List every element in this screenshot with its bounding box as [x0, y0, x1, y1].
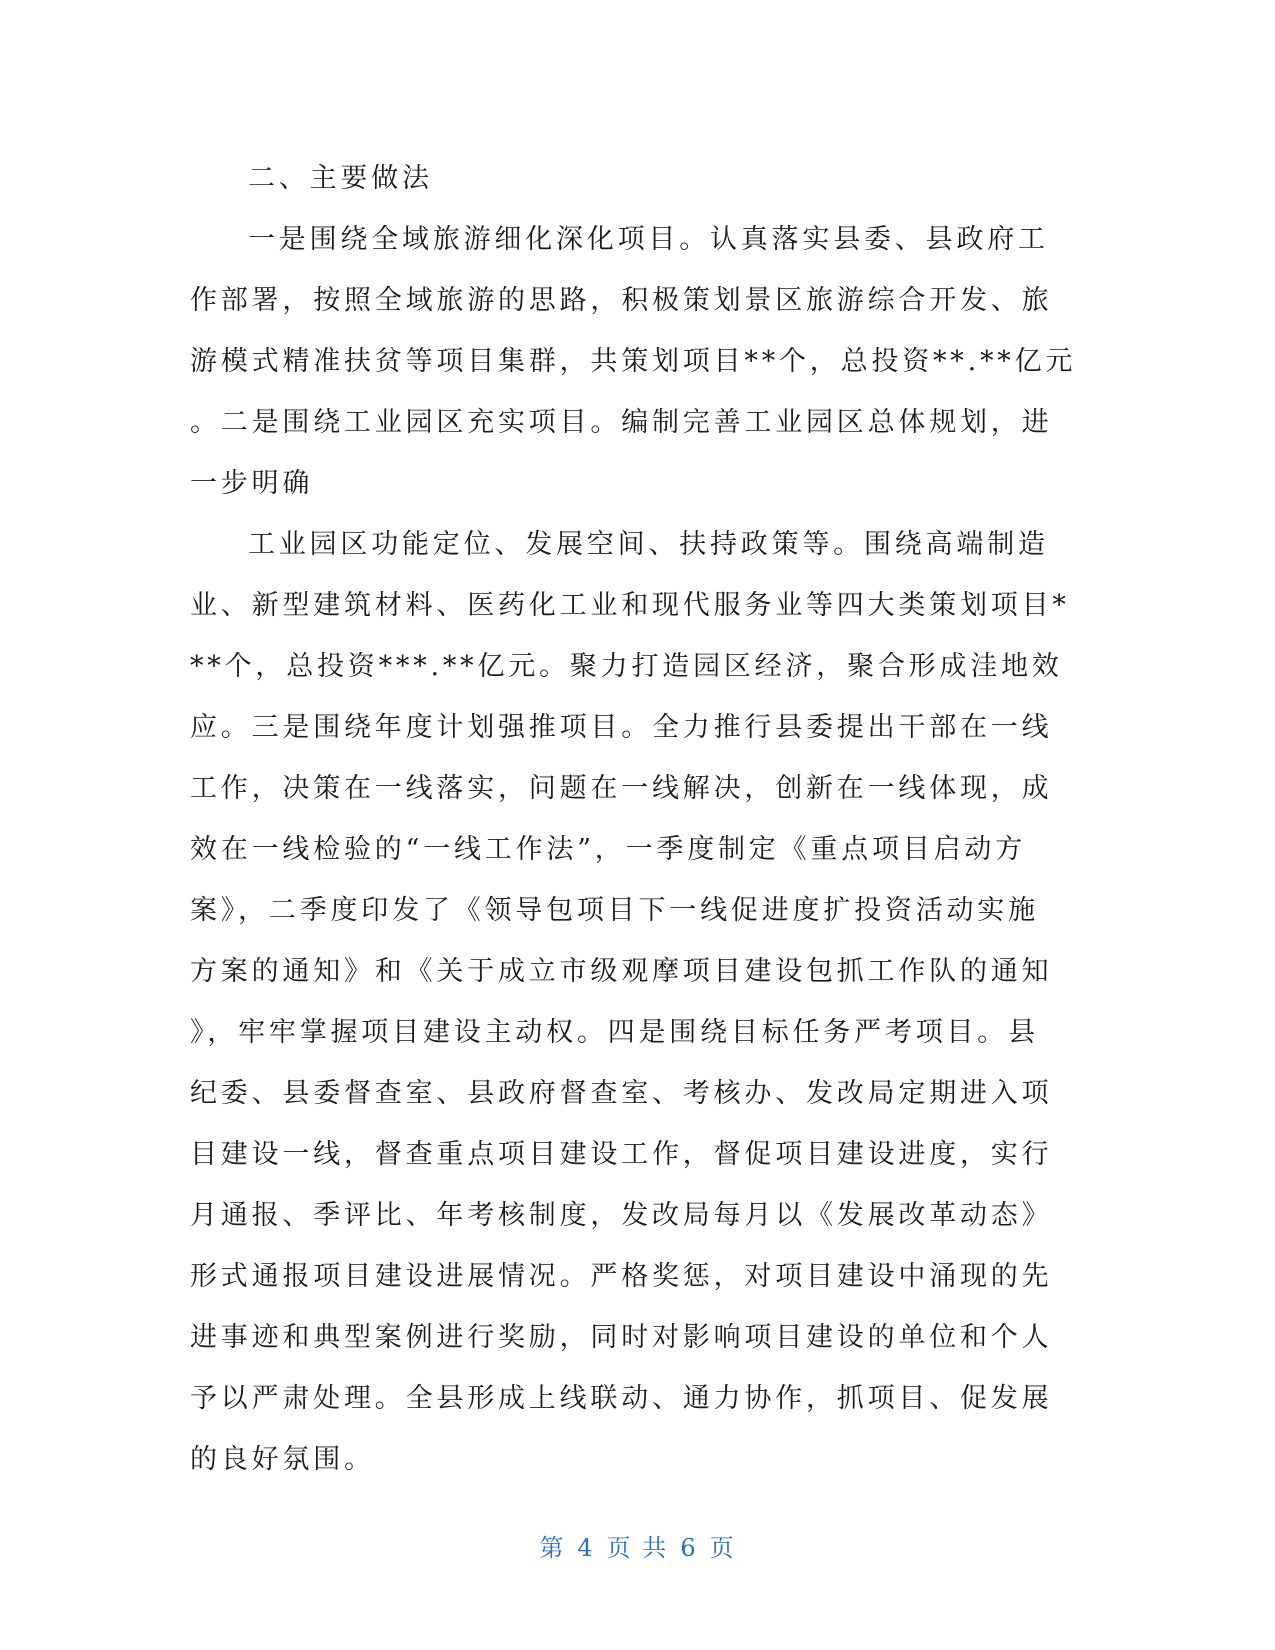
text-line: 一是围绕全域旅游细化深化项目。认真落实县委、县政府工 — [248, 224, 1049, 255]
text-line: 》，牢牢掌握项目建设主动权。四是围绕目标任务严考项目。县 — [190, 1017, 1039, 1048]
text-line: 月通报、季评比、年考核制度，发改局每月以《发展改革动态》 — [190, 1200, 1053, 1231]
text-line: 案》，二季度印发了《领导包项目下一线促进度扩投资活动实施 — [190, 895, 1039, 926]
total-page-number: 6 — [680, 1534, 698, 1562]
text-line: 应。三是围绕年度计划强推项目。全力推行县委提出干部在一线 — [190, 712, 1053, 743]
text-line: 形式通报项目建设进展情况。严格奖惩，对项目建设中涌现的先 — [190, 1261, 1053, 1292]
text-line: 业、新型建筑材料、医药化工业和现代服务业等四大类策划项目* — [190, 590, 1070, 621]
text-line: 工作，决策在一线落实，问题在一线解决，创新在一线体现，成 — [190, 773, 1053, 804]
text-line: 的良好氛围。 — [190, 1444, 375, 1475]
text-line: 方案的通知》和《关于成立市级观摩项目建设包抓工作队的通知 — [190, 956, 1053, 987]
current-page-number: 4 — [577, 1534, 595, 1562]
text-line: 二、主要做法 — [248, 163, 433, 194]
footer-prefix: 第 — [539, 1534, 566, 1562]
text-line: 进事迹和典型案例进行奖励，同时对影响项目建设的单位和个人 — [190, 1322, 1053, 1353]
text-line: 。二是围绕工业园区充实项目。编制完善工业园区总体规划，进 — [190, 407, 1053, 438]
footer-middle: 页 共 — [606, 1534, 669, 1562]
text-line: 纪委、县委督查室、县政府督查室、考核办、发改局定期进入项 — [190, 1078, 1053, 1109]
text-line: 效在一线检验的“一线工作法”，一季度制定《重点项目启动方 — [190, 834, 1027, 865]
text-line: 目建设一线，督查重点项目建设工作，督促项目建设进度，实行 — [190, 1139, 1053, 1170]
text-line: 作部署，按照全域旅游的思路，积极策划景区旅游综合开发、旅 — [190, 285, 1053, 316]
page-footer — [0, 1528, 1275, 1563]
text-line: 工业园区功能定位、发展空间、扶持政策等。围绕高端制造 — [248, 529, 1049, 560]
document-body — [190, 148, 1077, 1490]
text-line: **个，总投资***.**亿元。聚力打造园区经济，聚合形成洼地效 — [190, 651, 1063, 682]
text-line: 游模式精准扶贫等项目集群，共策划项目**个，总投资**.**亿元 — [190, 346, 1077, 377]
footer-suffix: 页 — [709, 1534, 736, 1562]
text-line: 一步明确 — [190, 468, 314, 499]
text-line: 予以严肃处理。全县形成上线联动、通力协作，抓项目、促发展 — [190, 1383, 1053, 1414]
